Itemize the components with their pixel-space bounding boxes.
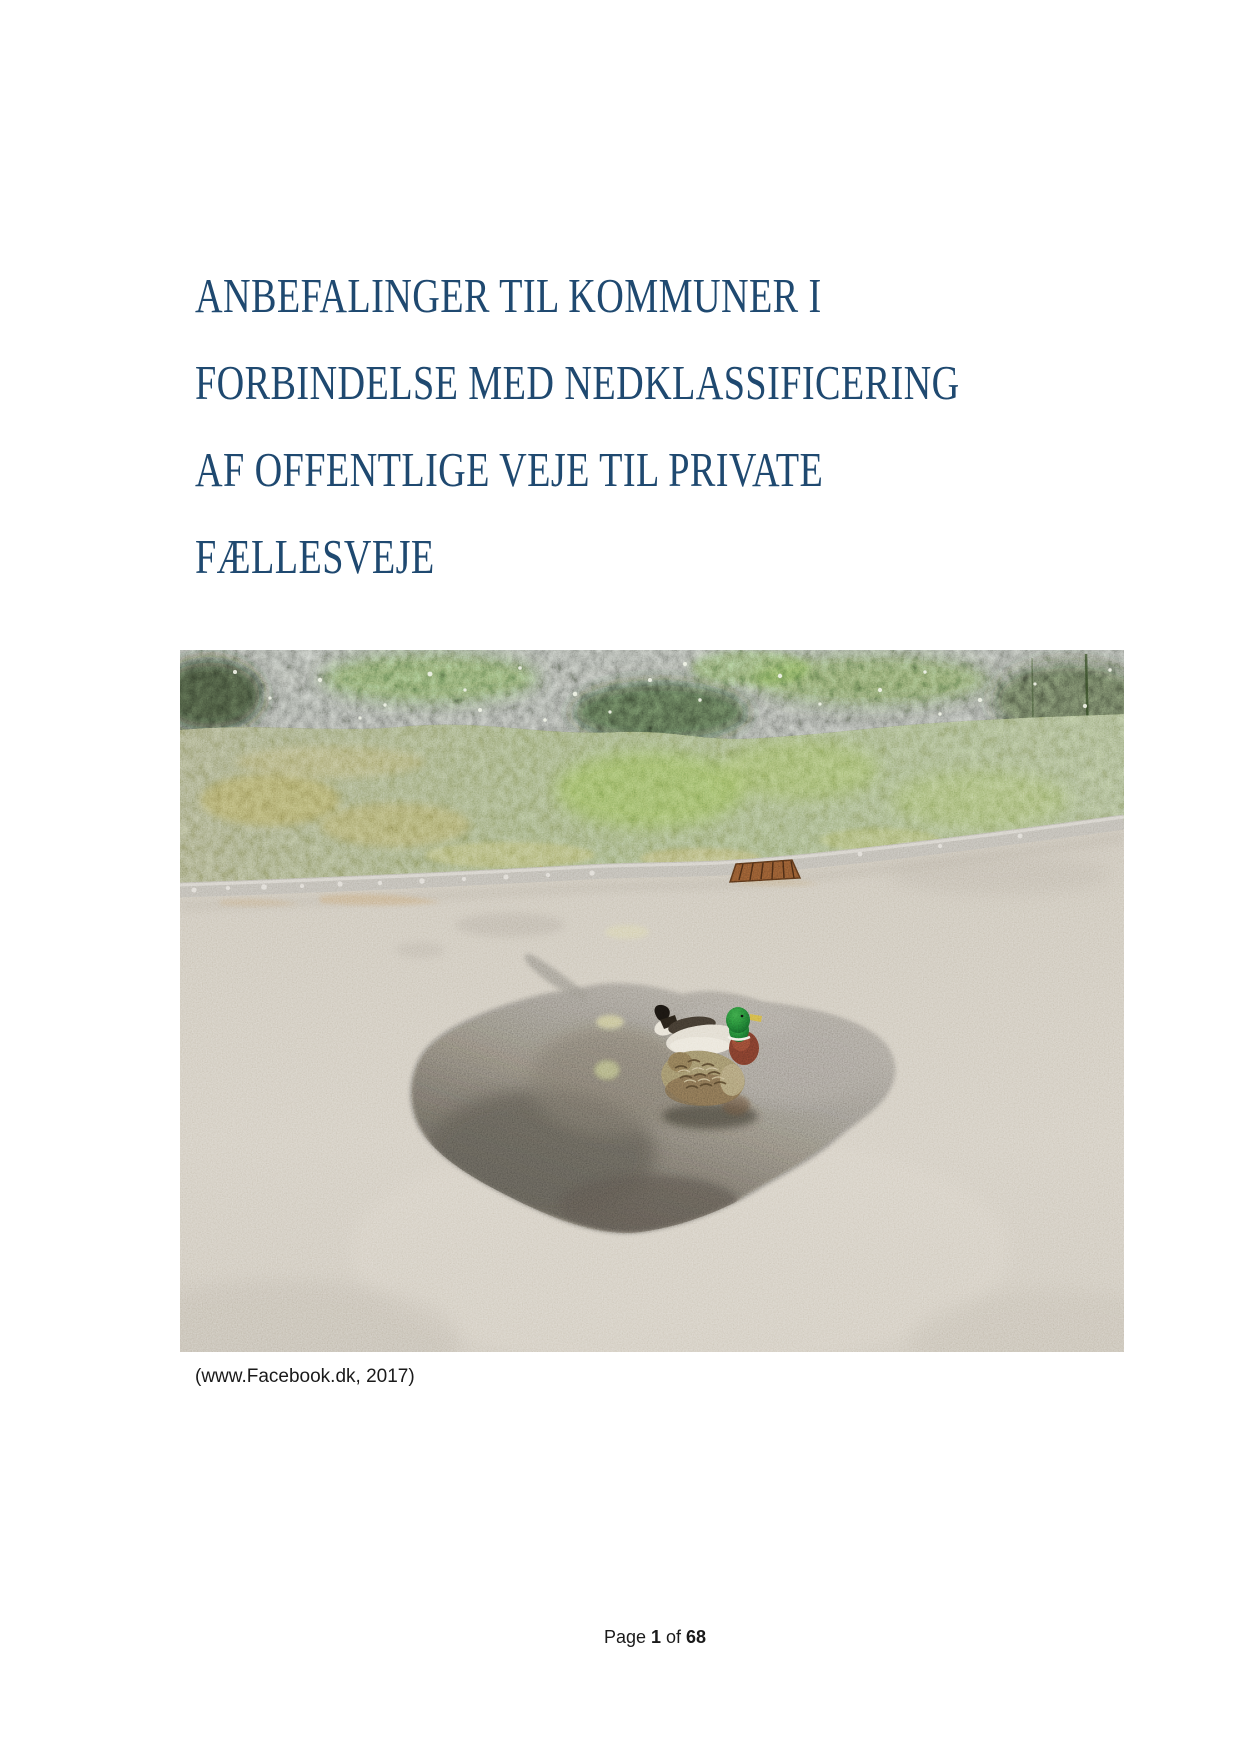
duck-puddle-photo <box>180 650 1124 1352</box>
title-line: FÆLLESVEJE <box>195 529 435 584</box>
photo-grain <box>180 650 1124 1352</box>
cover-photo <box>180 650 1124 1352</box>
footer-page-count: 68 <box>686 1627 707 1647</box>
page-footer <box>195 1627 1115 1648</box>
footer-label-page: Page <box>603 1627 651 1647</box>
footer-page-number: 1 <box>650 1627 661 1647</box>
title-line: FORBINDELSE MED NEDKLASSIFICERING <box>195 355 960 410</box>
footer-label-of: of <box>661 1627 687 1647</box>
photo-caption: (www.Facebook.dk, 2017) <box>195 1366 415 1387</box>
page-title <box>195 252 1175 600</box>
title-line: AF OFFENTLIGE VEJE TIL PRIVATE <box>195 442 824 497</box>
title-line: ANBEFALINGER TIL KOMMUNER I <box>195 268 822 323</box>
